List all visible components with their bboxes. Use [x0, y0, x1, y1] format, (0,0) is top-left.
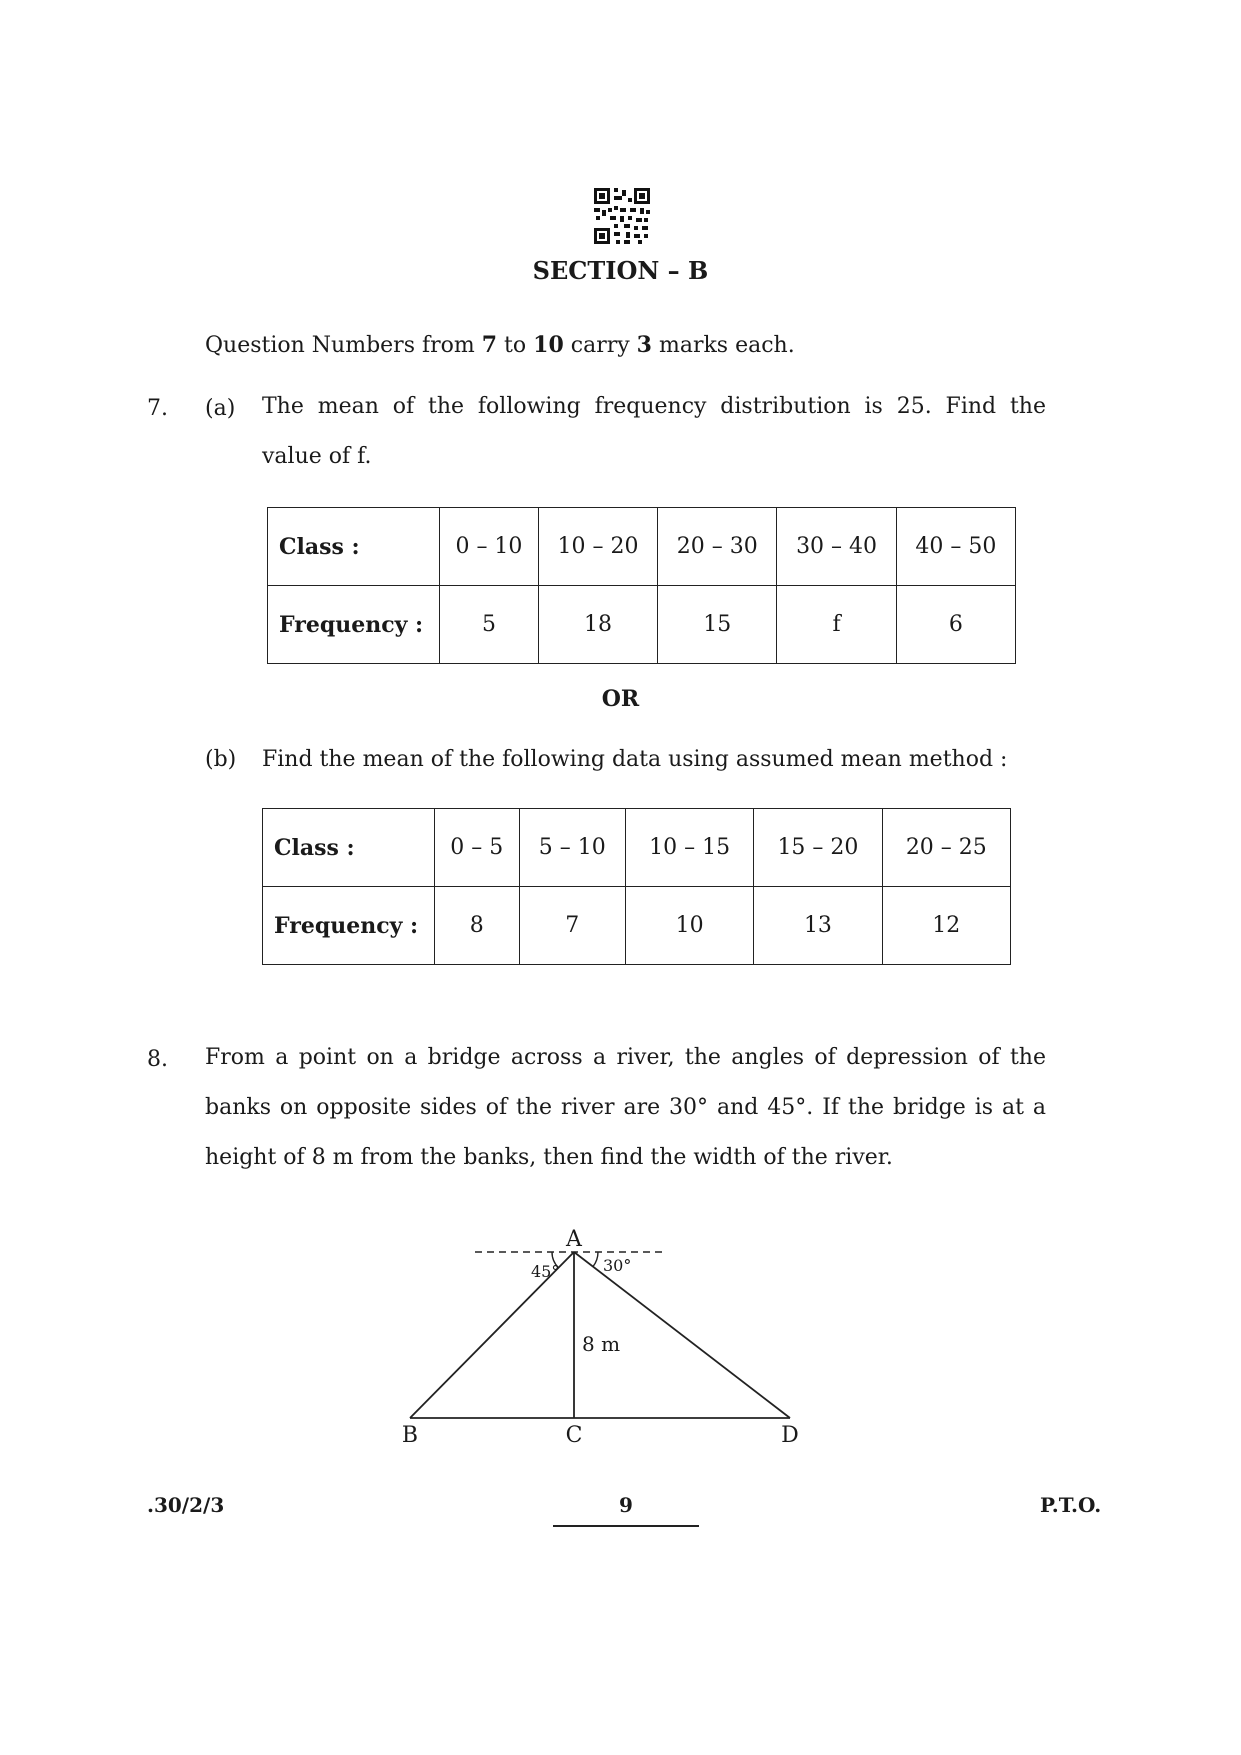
table-cell: 5	[440, 586, 539, 664]
table-row	[268, 586, 1016, 664]
table-cell: f	[777, 586, 896, 664]
question-8-line-1: From a point on a bridge across a river, the angles of depression of the	[205, 1045, 1046, 1070]
angle-arc-30	[593, 1252, 598, 1267]
question-7a-label: (a)	[205, 396, 236, 421]
table-cell: 15 – 20	[754, 809, 882, 887]
height-label: 8 m	[582, 1332, 621, 1356]
table-cell: 18	[538, 586, 657, 664]
qr-code-icon	[594, 188, 650, 244]
table-cell: 40 – 50	[896, 508, 1015, 586]
instructions-mid2: carry	[563, 333, 637, 358]
frequency-header: Frequency :	[263, 887, 435, 965]
question-7b-text: Find the mean of the following data using assumed mean method :	[262, 747, 1008, 772]
table-row	[268, 508, 1016, 586]
question-8-number: 8.	[147, 1047, 168, 1072]
table-cell: 8	[435, 887, 520, 965]
question-7a-text	[262, 382, 1046, 482]
table-cell: 30 – 40	[777, 508, 896, 586]
section-instructions	[205, 332, 795, 358]
point-d-label: D	[781, 1423, 799, 1448]
class-header: Class :	[263, 809, 435, 887]
angle-30-label: 30°	[603, 1256, 632, 1275]
pto-label: P.T.O.	[1040, 1493, 1102, 1517]
table-cell: 20 – 30	[658, 508, 777, 586]
table-cell: 10	[625, 887, 753, 965]
table-cell: 7	[519, 887, 625, 965]
point-b-label: B	[401, 1423, 419, 1448]
question-8-text	[205, 1033, 1046, 1183]
instructions-suffix: marks each.	[651, 333, 795, 358]
class-header: Class :	[268, 508, 440, 586]
table-cell: 0 – 5	[435, 809, 520, 887]
point-c-label: C	[565, 1423, 583, 1448]
point-a-label: A	[566, 1227, 582, 1252]
frequency-header: Frequency :	[268, 586, 440, 664]
frequency-table-7a	[267, 507, 1016, 664]
instructions-prefix: Question Numbers from	[205, 333, 482, 358]
question-7a-line-1: The mean of the following frequency distribution is 25. Find the	[262, 394, 1046, 419]
table-cell: 20 – 25	[882, 809, 1010, 887]
page-number: 9	[619, 1493, 633, 1517]
question-7-number: 7.	[147, 396, 168, 421]
question-8-line-3: height of 8 m from the banks, then find the width of the river.	[205, 1145, 893, 1170]
table-cell: 5 – 10	[519, 809, 625, 887]
bridge-river-diagram	[380, 1210, 820, 1450]
table-row	[263, 809, 1011, 887]
question-7a-line-2: value of f.	[262, 444, 372, 469]
instructions-to: 10	[533, 332, 564, 358]
instructions-marks: 3	[636, 332, 652, 358]
table-cell: 10 – 20	[538, 508, 657, 586]
page-number-underline	[553, 1525, 699, 1527]
question-8-line-2: banks on opposite sides of the river are 30° and 45°. If the bridge is at a	[205, 1095, 1046, 1120]
table-cell: 0 – 10	[440, 508, 539, 586]
angle-45-label: 45°	[531, 1262, 560, 1281]
question-7b-label: (b)	[205, 747, 237, 772]
instructions-from: 7	[481, 332, 498, 358]
table-cell: 13	[754, 887, 882, 965]
paper-code: .30/2/3	[147, 1493, 225, 1517]
table-cell: 6	[896, 586, 1015, 664]
section-title: SECTION – B	[532, 256, 709, 285]
or-separator: OR	[601, 686, 640, 712]
instructions-mid: to	[497, 333, 534, 358]
table-cell: 15	[658, 586, 777, 664]
frequency-table-7b	[262, 808, 1011, 965]
table-cell: 12	[882, 887, 1010, 965]
table-row	[263, 887, 1011, 965]
table-cell: 10 – 15	[625, 809, 753, 887]
